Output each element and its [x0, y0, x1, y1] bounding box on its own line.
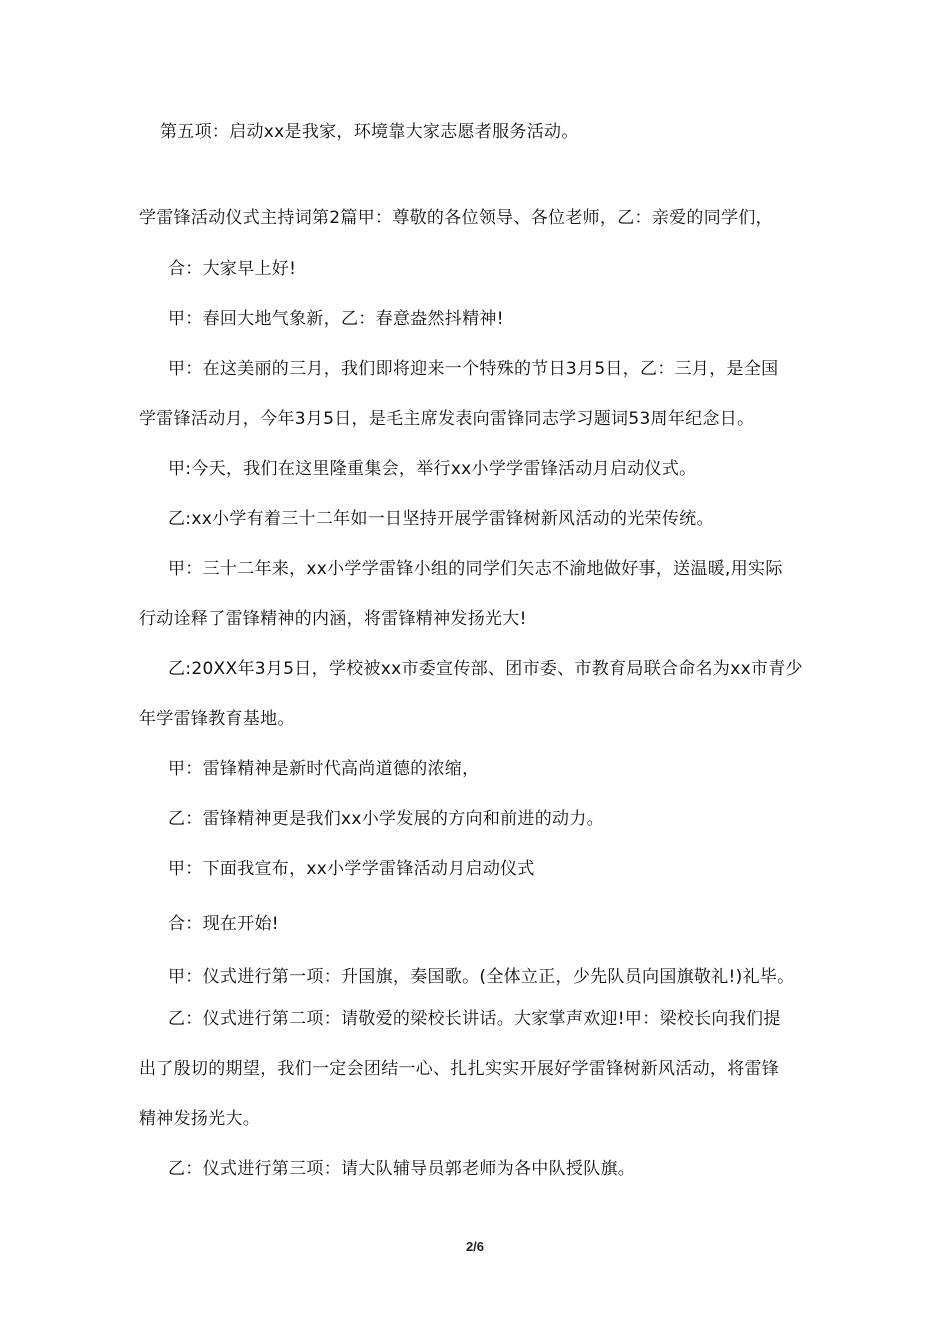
text-line-3: 合：大家早上好!: [168, 259, 297, 279]
text-line-12: 年学雷锋教育基地。: [139, 709, 295, 729]
text-line-20: 精神发扬光大。: [139, 1109, 261, 1129]
text-line-21: 乙：仪式进行第三项：请大队辅导员郭老师为各中队授队旗。: [168, 1159, 636, 1179]
text-line-7: 甲:今天，我们在这里隆重集会，举行xx小学学雷锋活动月启动仪式。: [168, 459, 697, 479]
text-line-9: 甲：三十二年来，xx小学学雷锋小组的同学们矢志不渝地做好事，送温暖,用实际: [168, 559, 783, 579]
page-number: 2/6: [465, 1239, 485, 1254]
text-line-5: 甲：在这美丽的三月，我们即将迎来一个特殊的节日3月5日，乙：三月，是全国: [168, 359, 779, 379]
text-line-17: 甲：仪式进行第一项：升国旗，奏国歌。(全体立正，少先队员向国旗敬礼!)礼毕。: [168, 967, 795, 987]
text-line-2: 学雷锋活动仪式主持词第2篇甲：尊敬的各位领导、各位老师，乙：亲爱的同学们，: [139, 208, 773, 228]
text-line-6: 学雷锋活动月，今年3月5日，是毛主席发表向雷锋同志学习题词53周年纪念日。: [139, 409, 755, 429]
text-line-14: 乙：雷锋精神更是我们xx小学发展的方向和前进的动力。: [168, 809, 604, 829]
text-line-1: 第五项：启动xx是我家，环境靠大家志愿者服务活动。: [160, 122, 579, 142]
text-line-19: 出了殷切的期望，我们一定会团结一心、扎扎实实开展好学雷锋树新风活动，将雷锋: [139, 1059, 780, 1079]
text-line-10: 行动诠释了雷锋精神的内涵，将雷锋精神发扬光大!: [139, 609, 527, 629]
text-line-4: 甲：春回大地气象新，乙：春意盎然抖精神!: [168, 309, 504, 329]
text-line-15: 甲：下面我宣布，xx小学学雷锋活动月启动仪式: [168, 859, 535, 879]
text-line-11: 乙:20XX年3月5日，学校被xx市委宣传部、团市委、市教育局联合命名为xx市青少: [168, 659, 803, 679]
text-line-16: 合：现在开始!: [168, 914, 279, 934]
text-line-8: 乙:xx小学有着三十二年如一日坚持开展学雷锋树新风活动的光荣传统。: [168, 509, 714, 529]
text-line-13: 甲：雷锋精神是新时代高尚道德的浓缩，: [168, 759, 480, 779]
text-line-18: 乙：仪式进行第二项：请敬爱的梁校长讲话。大家掌声欢迎!甲：梁校长向我们提: [168, 1009, 781, 1029]
